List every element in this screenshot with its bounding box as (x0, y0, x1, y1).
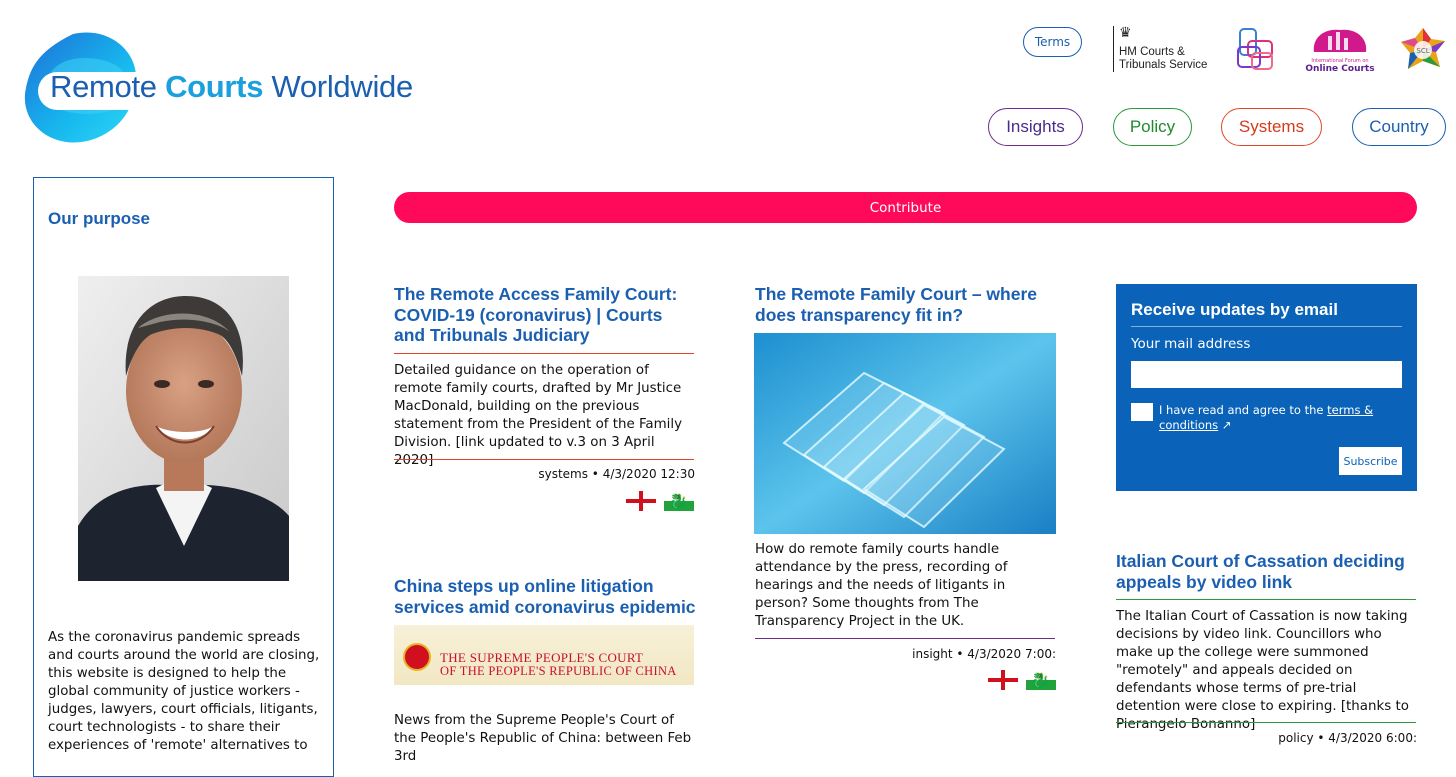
forum-skyline-icon (1310, 26, 1370, 52)
china-emblem-icon (403, 643, 431, 671)
article-title-remote-family-court-transparency[interactable]: The Remote Family Court – where does transparency fit in? (755, 284, 1038, 325)
banner-line-1: THE SUPREME PEOPLE'S COURT (440, 650, 644, 665)
subscribe-divider (1131, 326, 1402, 327)
article-divider (1116, 722, 1416, 723)
online-courts-forum-logo[interactable] (1305, 26, 1375, 74)
purpose-description: As the coronavirus pandemic spreads and courts around the world are closing, this website is designed to help the global community of justice workers - judges, lawyers, court officials, litigants, court technologists - to share their experiences of 'remote' alternatives to (48, 630, 320, 753)
purpose-panel (33, 177, 334, 777)
article-meta: systems • 4/3/2020 12:30 (538, 467, 695, 481)
banner-line-2: OF THE PEOPLE'S REPUBLIC OF CHINA (440, 664, 677, 678)
article-summary: How do remote family courts handle attendance by the press, recording of hearings and the needs of litigants in person? Some thoughts from The Transparency Project in the UK. (755, 542, 1008, 629)
article-title-italian-court-cassation[interactable]: Italian Court of Cassation deciding appeals by video link (1116, 551, 1405, 592)
article-title-remote-access-family-court[interactable]: The Remote Access Family Court: COVID-19 (coronavirus) | Courts and Tribunals Judiciary (394, 284, 678, 345)
forum-logo-subtitle: International Forum on (1311, 58, 1369, 64)
portrait-photo (78, 276, 289, 581)
terms-conditions-link[interactable]: terms & conditions (1159, 403, 1374, 432)
site-logo[interactable] (18, 28, 438, 148)
glass-sheets-image[interactable] (754, 333, 1056, 534)
subscribe-button[interactable]: Subscribe (1339, 447, 1402, 475)
nav-insights[interactable]: Insights (988, 108, 1083, 146)
supreme-peoples-court-banner-image[interactable] (394, 625, 694, 685)
hmcts-logo-text: HM Courts & Tribunals Service (1119, 46, 1208, 71)
royal-crest-icon: ♛ (1119, 25, 1132, 41)
scl-star-icon (1400, 27, 1446, 73)
wales-flag-icon[interactable]: 🐉 (1026, 670, 1056, 690)
email-field[interactable] (1131, 361, 1402, 388)
partner-logo-shapes[interactable] (1236, 27, 1276, 71)
forum-logo-title: Online Courts (1305, 64, 1375, 74)
article-summary: News from the Supreme People's Court of the People's Republic of China: between Feb 3rd (394, 713, 692, 764)
article-meta: policy • 4/3/2020 6:00: (1278, 731, 1417, 745)
external-link-icon[interactable]: ↗ (1218, 418, 1232, 432)
nav-country[interactable]: Country (1352, 108, 1446, 146)
article-divider (394, 353, 694, 354)
terms-button[interactable]: Terms (1023, 27, 1082, 57)
scl-logo[interactable] (1400, 27, 1446, 73)
site-logo-text: Remote Courts Worldwide (50, 69, 413, 104)
terms-agree-checkbox[interactable] (1131, 403, 1153, 421)
svg-text:SCL: SCL (1416, 47, 1430, 55)
contribute-button[interactable]: Contribute (394, 192, 1417, 223)
article-divider (755, 638, 1055, 639)
article-summary: Detailed guidance on the operation of remote family courts, drafted by Mr Justice MacDonald, building on the previous statement from the President of the Family Division. [link updated to v.3 on 3 April 2020] (394, 363, 683, 468)
purpose-title: Our purpose (48, 209, 151, 228)
england-flag-icon[interactable] (626, 491, 656, 511)
article-meta: insight • 4/3/2020 7:00: (912, 647, 1056, 661)
wales-flag-icon[interactable]: 🐉 (664, 491, 694, 511)
interlocked-shapes-icon (1236, 27, 1276, 71)
nav-systems[interactable]: Systems (1221, 108, 1322, 146)
subscribe-title: Receive updates by email (1131, 300, 1338, 319)
hmcts-logo[interactable] (1113, 26, 1213, 72)
terms-agree-label: I have read and agree to the terms & conditions ↗ (1159, 403, 1374, 432)
article-divider (394, 459, 694, 460)
article-summary: The Italian Court of Cassation is now taking decisions by video link. Councillors who make up the college were summoned "remotely" and appeals decided on defendants whose terms of pre-trial detention were close to expiring. [thanks to Pierangelo Bonanno] (1116, 609, 1409, 732)
nav-policy[interactable]: Policy (1113, 108, 1192, 146)
england-flag-icon[interactable] (988, 670, 1018, 690)
article-divider (1116, 599, 1416, 600)
email-field-label: Your mail address (1131, 336, 1251, 352)
email-subscribe-panel (1116, 284, 1417, 491)
article-title-china-online-litigation[interactable]: China steps up online litigation services amid coronavirus epidemic (394, 576, 696, 617)
